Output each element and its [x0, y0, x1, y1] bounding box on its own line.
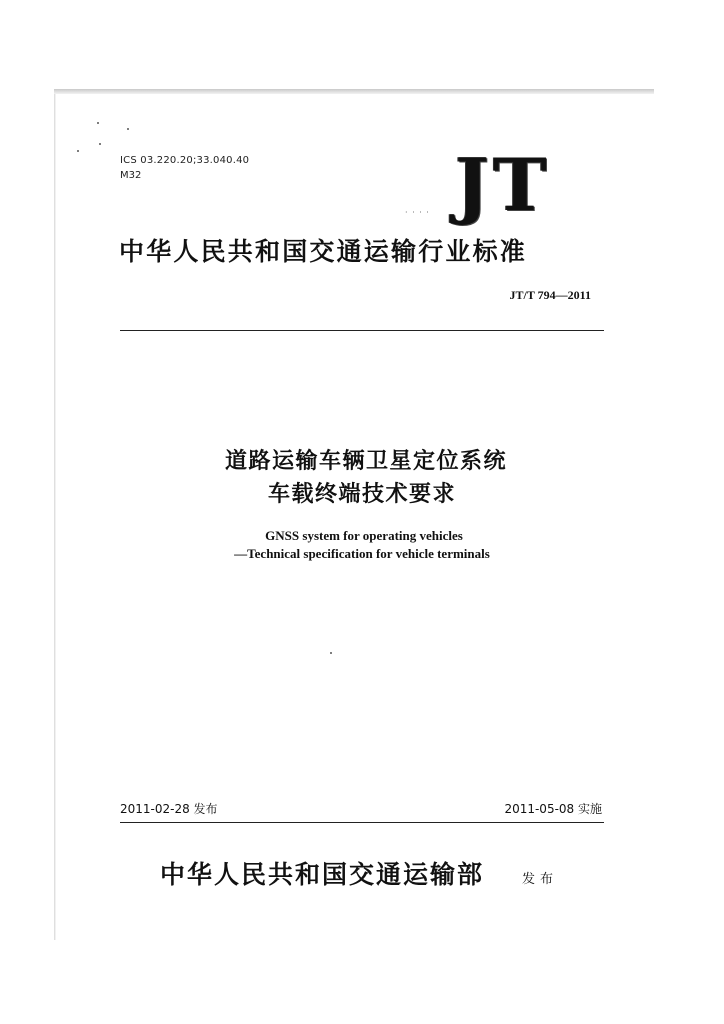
jt-logo: JT [455, 142, 551, 227]
scan-edge-top [54, 89, 654, 94]
scan-speck [99, 143, 101, 145]
implementation-date: 2011-05-08 实施 [504, 802, 602, 816]
issue-date: 2011-02-28 发布 [120, 802, 218, 816]
chinese-title-line-1: 道路运输车辆卫星定位系统 [224, 449, 507, 474]
standard-category: 中华人民共和国交通运输行业标准 [119, 237, 528, 266]
scan-dots: · · · · [405, 208, 430, 217]
scan-edge-left [54, 94, 56, 940]
ics-code: ICS 03.220.20;33.040.40 [120, 155, 250, 166]
publish-label: 发布 [522, 872, 559, 887]
divider-bottom [120, 822, 604, 823]
scan-speck [330, 652, 332, 654]
scan-speck [77, 150, 79, 152]
divider-top [120, 330, 604, 331]
scan-speck [97, 122, 99, 124]
chinese-title-line-2: 车载终端技术要求 [267, 482, 456, 507]
standard-number: JT/T 794—2011 [509, 288, 591, 302]
english-title-line-2: —Technical specification for vehicle terminals [234, 546, 490, 561]
publisher-name: 中华人民共和国交通运输部 [160, 860, 485, 889]
scan-speck [127, 128, 129, 130]
classification-code: M32 [120, 170, 142, 181]
english-title-line-1: GNSS system for operating vehicles [265, 528, 463, 543]
